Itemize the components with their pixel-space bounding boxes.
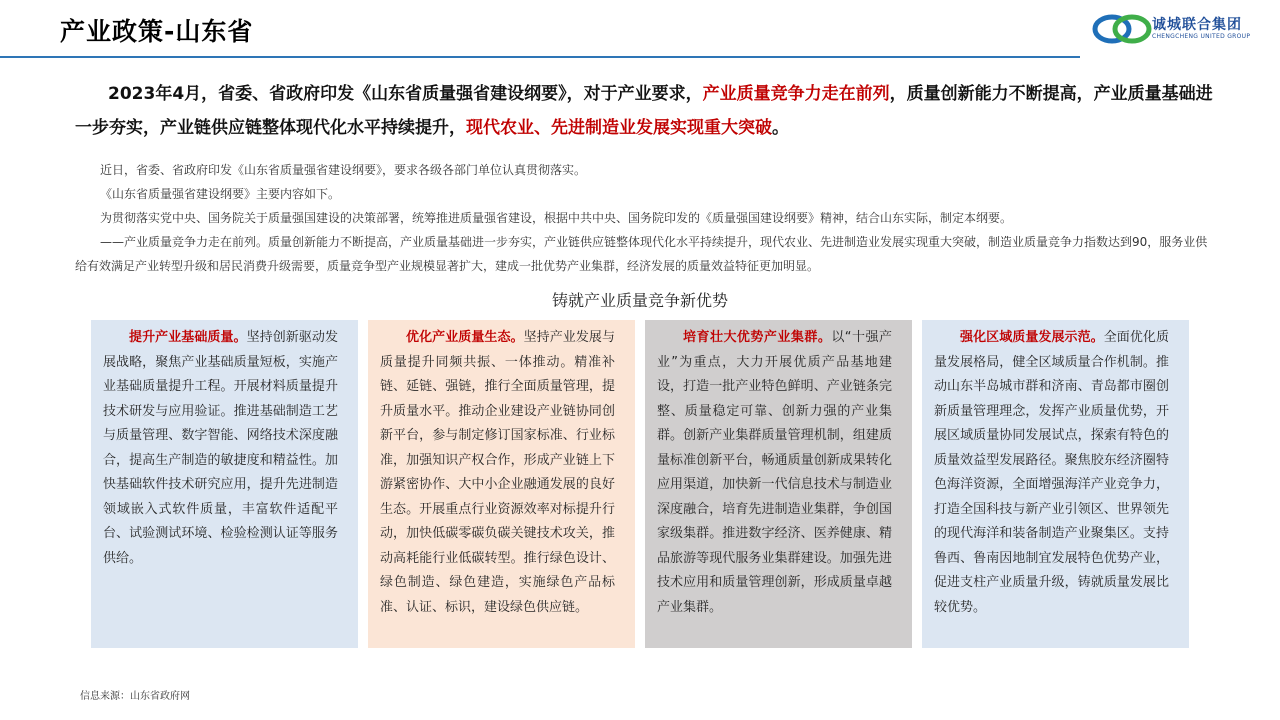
card-lead: 强化区域质量发展示范。	[960, 330, 1104, 345]
card-text: 全面优化质量发展格局，健全区域质量合作机制。推动山东半岛城市群和济南、青岛都市圈创新质量管理理念，发挥产业质量优势，开展区域质量协同发展试点，探索有特色的质量效益型发展路径。聚焦胶东经济圈特色海洋资源，全面增强海洋产业竞争力，打造全国科技与新产业引领区、世界领先的现代海洋和装备制造产业聚集区。支持鲁西、鲁南因地制宜发展特色优势产业，促进支柱产业质量升级，铸就质量发展比较优势。	[934, 330, 1169, 615]
intro-highlight: 现代农业、先进制造业发展实现重大突破	[466, 118, 772, 138]
body-paragraph: 《山东省质量强省建设纲要》主要内容如下。	[100, 187, 341, 201]
intro-text: 2023年4月，省委、省政府印发《山东省质量强省建设纲要》，对于产业要求，	[108, 84, 703, 104]
logo-rings-icon	[1092, 14, 1152, 44]
title-divider	[0, 56, 1080, 58]
company-logo	[1092, 12, 1272, 46]
policy-card	[922, 320, 1189, 648]
policy-card	[91, 320, 358, 648]
body-paragraph: 为贯彻落实党中央、国务院关于质量强国建设的决策部署，统筹推进质量强省建设，根据中共中央、国务院印发的《质量强国建设纲要》精神，结合山东实际，制定本纲要。	[100, 211, 1013, 225]
logo-name-cn: 诚城联合集团	[1152, 17, 1242, 33]
intro-text: ，质量创新能力不断提高，产业质量基础进一步夯实，产业链供应链整体现代化水平持续提升，	[75, 84, 1213, 138]
body-paragraph: 近日，省委、省政府印发《山东省质量强省建设纲要》，要求各级各部门单位认真贯彻落实。	[100, 163, 587, 177]
intro-highlight: 产业质量竞争力走在前列	[702, 84, 890, 104]
body-paragraph: ——产业质量竞争力走在前列。质量创新能力不断提高，产业质量基础进一步夯实，产业链供应链整体现代化水平持续提升，现代农业、先进制造业发展实现重大突破，制造业质量竞争力指数达到90，服务业供给有效满足产业转型升级和居民消费升级需要，质量竞争型产业规模显著扩大，建成一批优势产业集群，经济发展的质量效益特征更加明显。	[75, 235, 1208, 273]
intro-summary	[75, 77, 1215, 145]
policy-card	[368, 320, 635, 648]
card-text: 以“十强产业”为重点，大力开展优质产品基地建设，打造一批产业特色鲜明、产业链条完整、质量稳定可靠、创新力强的产业集群。创新产业集群质量管理机制，组建质量标准创新平台，畅通质量创新成果转化应用渠道，加快新一代信息技术与制造业深度融合，培育先进制造业集群，争创国家级集群。推进数字经济、医养健康、精品旅游等现代服务业集群建设。加强先进技术应用和质量管理创新，形成质量卓越产业集群。	[657, 330, 892, 615]
policy-body	[75, 158, 1215, 278]
card-lead: 优化产业质量生态。	[406, 330, 524, 345]
source-note: 信息来源：山东省政府网	[80, 691, 190, 702]
card-lead: 培育壮大优势产业集群。	[683, 330, 832, 345]
section-title: 铸就产业质量竞争新优势	[551, 291, 728, 310]
page-title: 产业政策-山东省	[60, 17, 254, 46]
logo-name-en: CHENGCHENG UNITED GROUP	[1152, 33, 1251, 40]
card-text: 坚持产业发展与质量提升同频共振、一体推动。精准补链、延链、强链，推行全面质量管理，提升质量水平。推动企业建设产业链协同创新平台，参与制定修订国家标准、行业标准，加强知识产权合作，形成产业链上下游紧密协作、大中小企业融通发展的良好生态。开展重点行业资源效率对标提升行动，加快低碳零碳负碳关键技术攻关，推动高耗能行业低碳转型。推行绿色设计、绿色制造、绿色建造，实施绿色产品标准、认证、标识，建设绿色供应链。	[380, 330, 615, 615]
policy-card	[645, 320, 912, 648]
intro-text: 。	[772, 118, 789, 138]
card-lead: 提升产业基础质量。	[129, 330, 247, 345]
card-text: 坚持创新驱动发展战略，聚焦产业基础质量短板，实施产业基础质量提升工程。开展材料质量提升技术研发与应用验证。推进基础制造工艺与质量管理、数字智能、网络技术深度融合，提高生产制造的敏捷度和精益性。加快基础软件技术研究应用，提升先进制造领域嵌入式软件质量，丰富软件适配平台、试验测试环境、检验检测认证等服务供给。	[103, 330, 338, 566]
